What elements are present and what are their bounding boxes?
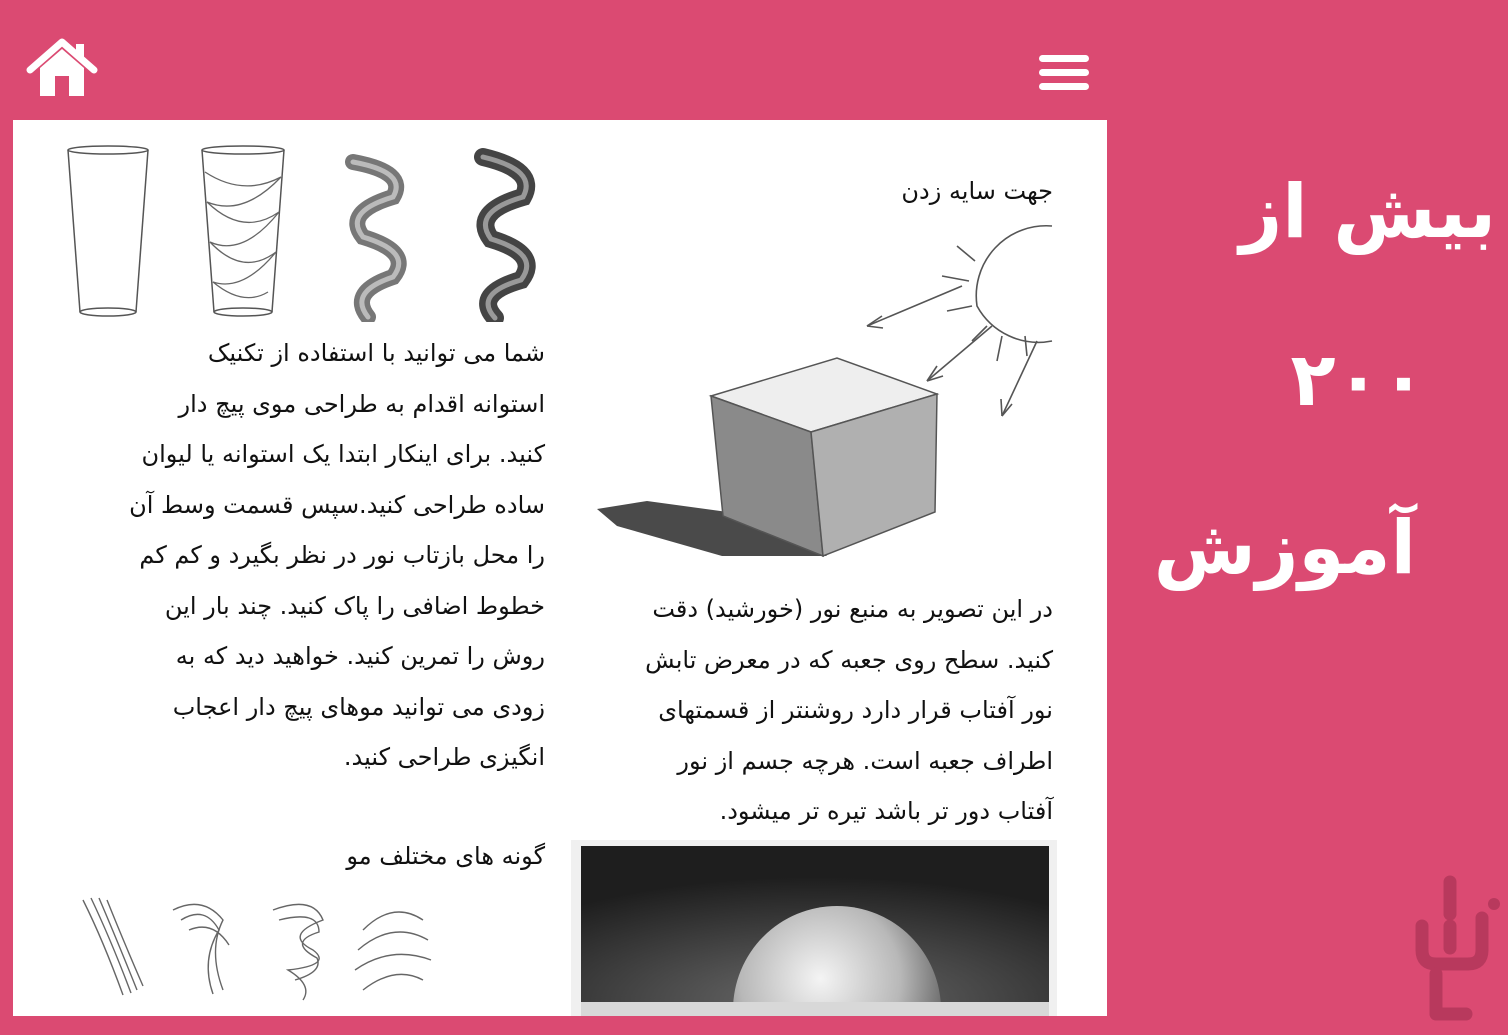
store-logo: [1400, 874, 1504, 1024]
paragraph-line: شما می توانید با استفاده از تکنیک: [207, 339, 545, 367]
paragraph-line: ساده طراحی کنید.سپس قسمت وسط آن: [129, 490, 545, 519]
sun-cube-shading-drawing: [597, 216, 1057, 564]
paragraph-line: استوانه اقدام به طراحی موی پیچ دار: [178, 389, 545, 418]
hair-types-drawing: [73, 890, 453, 1010]
promo-line-more-than: بیش از: [1239, 169, 1496, 255]
light-source-paragraph: [569, 584, 1053, 837]
paragraph-line: کنید. سطح روی جعبه که در معرض تابش: [645, 645, 1053, 674]
paragraph-line: زودی می توانید موهای پیچ دار اعجاب: [172, 692, 545, 721]
promo-line-count: ۲۰۰: [1290, 337, 1426, 423]
promo-line-tutorials: آموزش: [1153, 505, 1416, 591]
paragraph-line: اطراف جعبه است. هرچه جسم از نور: [677, 746, 1053, 775]
paragraph-line: در این تصویر به منبع نور (خورشید) دقت: [652, 595, 1053, 623]
promo-text: [1116, 128, 1496, 632]
home-icon: [26, 36, 98, 100]
content-page: [13, 120, 1107, 1016]
paragraph-line: نور آفتاب قرار دارد روشنتر از قسمتهای: [658, 696, 1053, 724]
home-button[interactable]: [26, 36, 98, 100]
shading-title: جهت سایه زدن: [901, 177, 1053, 205]
sphere-shading-drawing: [571, 840, 1057, 1016]
hair-types-caption: گونه های مختلف مو: [346, 842, 545, 870]
store-logo-icon: [1400, 874, 1504, 1024]
paragraph-line: خطوط اضافی را پاک کنید. چند بار این: [164, 591, 545, 620]
paragraph-line: کنید. برای اینکار ابتدا یک استوانه یا لیوان: [141, 440, 545, 468]
paragraph-line: روش را تمرین کنید. خواهید دید که به: [175, 642, 545, 670]
paragraph-line: آفتاب دور تر باشد تیره تر میشود.: [719, 797, 1053, 825]
hamburger-menu-icon: [1036, 52, 1092, 94]
spiral-hair-drawing: [63, 142, 553, 322]
curly-hair-paragraph: [53, 328, 545, 783]
paragraph-line: را محل بازتاب نور در نظر بگیرد و کم کم: [139, 541, 545, 569]
paragraph-line: انگیزی طراحی کنید.: [343, 743, 545, 771]
menu-button[interactable]: [1036, 52, 1092, 94]
